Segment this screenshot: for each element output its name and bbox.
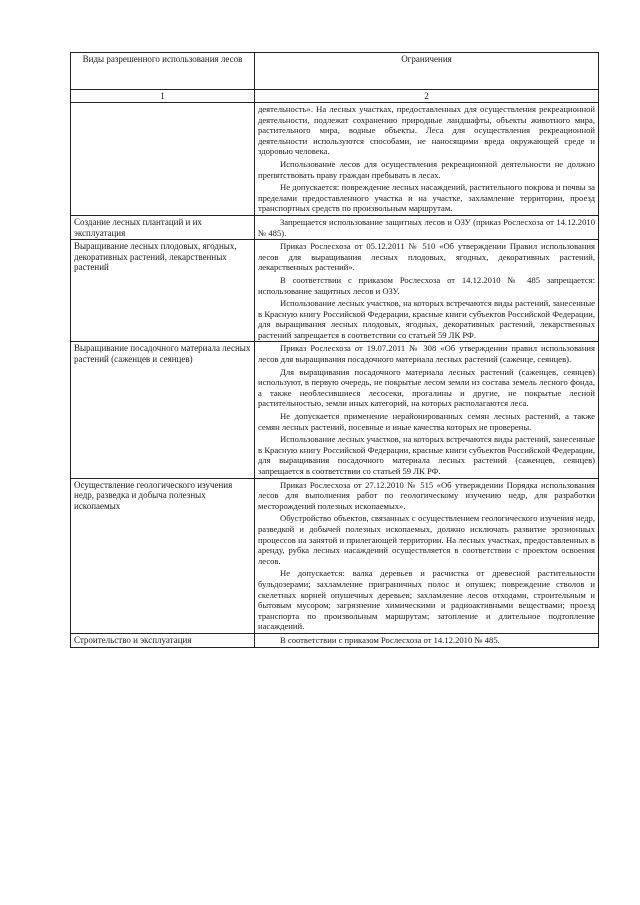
column-number-row (71, 90, 599, 103)
usage-type-cell: Осуществление геологического изучения недр, разведка и добыча полезных ископаемых (71, 478, 255, 633)
table-header-row (71, 53, 599, 90)
restriction-paragraph: Для выращивания посадочного материала лесных растений (саженцев, сеянцев) используют, в первую очередь, не покрытые лесом земли из состава земель лесного фонда, а также необлесившиеся лесосеки, прогалины и другие, не покрытые лесной растительностью, земли иных категорий, на которых располагаются леса. (258, 366, 595, 409)
restriction-paragraph: Запрещается использование защитных лесов и ОЗУ (приказ Рослесхоза от 14.12.2010 № 485). (258, 216, 595, 238)
restriction-paragraph: Приказ Рослесхоза от 05.12.2011 № 510 «Об утверждении Правил использования лесов для выращивания лесных плодовых, ягодных, декоративных растений, лекарственных растений». (258, 241, 595, 273)
table-row (71, 215, 599, 239)
restrictions-cell (255, 240, 599, 342)
header-restrictions: Ограничения (255, 53, 599, 90)
restriction-paragraph: В соответствии с приказом Рослесхоза от 14.12.2010 № 485. (280, 634, 500, 645)
usage-type-cell: Строительство и эксплуатация (71, 633, 255, 647)
restriction-paragraph: В соответствии с приказом Рослесхоза от 14.12.2010 № 485 запрещается: использование защитных лесов и ОЗУ. (258, 274, 595, 296)
restrictions-cell (255, 633, 599, 647)
table-row (71, 342, 599, 478)
restrictions-table (70, 52, 599, 648)
table-row (71, 478, 599, 633)
table-row (71, 103, 599, 216)
restriction-paragraph: Не допускается применение нерайонированных семян лесных растений, а также семян лесных растений, посевные и иные качества которых не проверены. (258, 411, 595, 432)
restrictions-cell (255, 478, 599, 633)
usage-type-cell: Выращивание посадочного материала лесных растений (саженцев и сеянцев) (71, 342, 255, 478)
restrictions-cell (255, 342, 599, 478)
restriction-paragraph: Не допускается: повреждение лесных насаждений, растительного покрова и почвы за пределами предоставленного участка и на участке, захламление территории, проезд транспортных средств по произвольным маршрутам. (258, 182, 595, 214)
restriction-paragraph: Использование лесов для осуществления рекреационной деятельности не должно препятствовать праву граждан пребывать в лесах. (258, 158, 595, 180)
restriction-paragraph: Не допускается: валка деревьев и расчистка от древесной растительности бульдозерами; захламление приграничных полос и опушек; повреждение стволов и скелетных корней опушечных деревьев; захламление лесов отходами, строительным и бытовым мусором; загрязнение химическими и радиоактивными веществами; проезд транспорта по произвольным маршрутам; затопление и длительное подтопление насаждений. (258, 568, 595, 632)
restrictions-cell (255, 215, 599, 239)
restriction-paragraph: Обустройство объектов, связанных с осуществлением геологического изучения недр, разведкой и добычей полезных ископаемых, должно исключать развитие эрозионных процессов на занятой и прилегающей территории. На лесных участках, предоставленных в аренду, рубка лесных насаждений осуществляется в соответствии с проектом освоения лесов. (258, 513, 595, 566)
usage-type-cell (71, 103, 255, 216)
column-number-2: 2 (255, 90, 599, 103)
restriction-paragraph: деятельность». На лесных участках, предоставленных для осуществления рекреационной деятельности, подлежат сохранению природные ландшафты, объекты животного мира, растительного мира, водные объекты. Леса для осуществления рекреационной деятельности используются способами, не наносящими вреда окружающей среде и здоровью человека. (258, 104, 595, 157)
usage-type-cell: Создание лесных плантаций и их эксплуатация (71, 215, 255, 239)
restriction-paragraph: Использование лесных участков, на которых встречаются виды растений, занесенные в Красную книгу Российской Федерации, красные книги субъектов Российской Федерации, для выращивания посадочного материала лесных растений (саженцев, сеянцев) запрещается в соответствии со статьей 59 ЛК РФ. (258, 434, 595, 476)
usage-type-cell: Выращивание лесных плодовых, ягодных, декоративных растений, лекарственных растений (71, 240, 255, 342)
table-row (71, 633, 599, 647)
restriction-paragraph: Приказ Рослесхоза от 27.12.2010 № 515 «Об утверждении Порядка использования лесов для выполнения работ по геологическому изучению недр, для разработки месторождений полезных ископаемых». (258, 479, 595, 511)
column-number-1: 1 (71, 90, 255, 103)
restrictions-cell (255, 103, 599, 216)
table-row (71, 240, 599, 342)
header-usage-types: Виды разрешенного использования лесов (71, 53, 255, 90)
restriction-paragraph: Использование лесных участков, на которых встречаются виды растений, занесенные в Красную книгу Российской Федерации, красные книги субъектов Российской Федерации, для выращивания лесных плодовых, ягодных, декоративных растений, лекарственных растений запрещается в соответствии со статьей 59 ЛК РФ. (258, 298, 595, 340)
restriction-paragraph: Приказ Рослесхоза от 19.07.2011 № 308 «Об утверждении правил использования лесов для выращивания посадочного материала лесных растений (саженце, сеянцев). (258, 343, 595, 365)
